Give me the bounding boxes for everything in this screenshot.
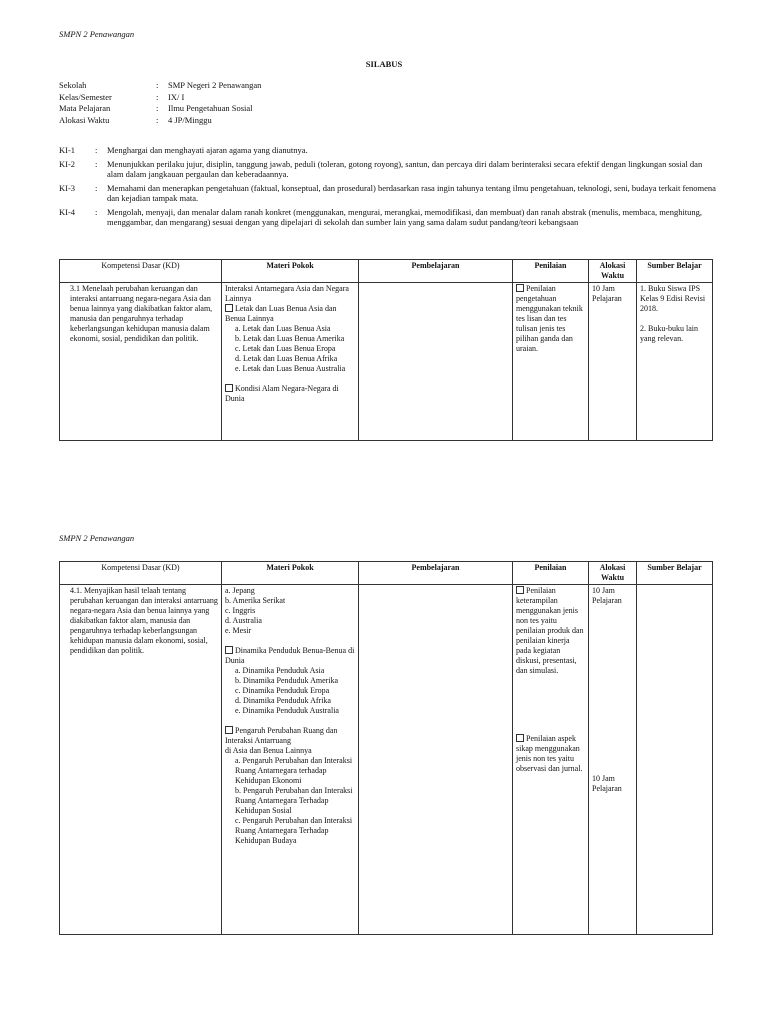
materi-list-item: b. Letak dan Luas Benua Amerika: [235, 334, 345, 343]
materi-list-item: b. Pengaruh Perubahan dan Interaksi Ruang Antarnegara Terhadap Kehidupan Sosial: [235, 786, 353, 815]
sumber-cell: [637, 283, 713, 441]
alokasi-cell: 10 Jam Pelajaran: [589, 283, 637, 441]
info-label: Mata Pelajaran: [59, 103, 111, 113]
materi-cell: [222, 283, 359, 441]
materi-list-item: c. Dinamika Penduduk Eropa: [235, 686, 330, 695]
materi-cell: [222, 585, 359, 935]
kd-text: 4.1. Menyajikan hasil telaah tentang perubahan keruangan dan interaksi antarruang negara-negara Asia dan benua lainnya yang diakibatkan faktor alam, manusia dan pengaruhnya terhadap keberlangsungan kehidupan manusia dalam ekonomi, sosial, pendidikan dan politik.: [70, 586, 218, 655]
sumber-item: 1. Buku Siswa IPS Kelas 9 Edisi Revisi 2018.: [640, 284, 706, 313]
kd-cell: [60, 585, 222, 935]
syllabus-table-1: [59, 259, 713, 441]
ki-text: Menghargai dan menghayati ajaran agama yang dianutnya.: [107, 145, 308, 155]
column-header: Kompetensi Dasar (KD): [60, 260, 222, 283]
materi-list-item: e. Dinamika Penduduk Australia: [235, 706, 339, 715]
checkbox-icon: [225, 646, 233, 654]
column-header: Pembelajaran: [359, 260, 513, 283]
column-header: Alokasi Waktu: [589, 562, 637, 585]
materi-list-item: c. Inggris: [225, 606, 256, 615]
info-row: Alokasi Waktu : 4 JP/Minggu: [59, 114, 212, 125]
alokasi-item: 10 Jam Pelajaran: [592, 774, 622, 793]
column-header: Penilaian: [513, 562, 589, 585]
materi-item: Kondisi Alam Negara-Negara di Dunia: [225, 384, 339, 403]
column-header: Alokasi Waktu: [589, 260, 637, 283]
page-header: SMPN 2 Penawangan: [59, 533, 135, 543]
ki-text: Menunjukkan perilaku jujur, disiplin, tanggung jawab, peduli (toleran, gotong royong), santun, dan percaya diri dalam berinteraksi secara efektif dengan lingkungan sosial dan alam dalam jangkauan pergaulan dan keberadaannya.: [107, 158, 703, 179]
materi-list-item: b. Amerika Serikat: [225, 596, 286, 605]
table-row: [60, 585, 713, 935]
column-header: Sumber Belajar: [637, 562, 713, 585]
identity-block: [59, 80, 261, 126]
penilaian-item: Penilaian aspek sikap menggunakan jenis non tes yaitu observasi dan jurnal.: [516, 734, 583, 773]
ki-text: Mengolah, menyaji, dan menalar dalam ranah konkret (menggunakan, mengurai, merangkai, memodifikasi, dan membuat) dan ranah abstrak (menulis, membaca, menghitung, menggambar, dan mengarang) sesuai dengan yang dipelajari di sekolah dan sumber lain yang sama dalam sudut pandang/teori kebangsaan: [107, 206, 703, 227]
column-header: Materi Pokok: [222, 562, 359, 585]
info-value: 4 JP/Minggu: [168, 114, 212, 125]
column-header: Materi Pokok: [222, 260, 359, 283]
penilaian-cell: Penilaian pengetahuan menggunakan teknik tes lisan dan tes tulisan jenis tes pilihan ganda dan uraian.: [513, 283, 589, 441]
column-header: Penilaian: [513, 260, 589, 283]
pembelajaran-cell: [359, 283, 513, 441]
table-header-row: [60, 562, 713, 585]
checkbox-icon: [516, 734, 524, 742]
materi-item: Letak dan Luas Benua Asia dan Benua Lainnya: [225, 304, 337, 323]
materi-item: Dinamika Penduduk Benua-Benua di Dunia: [225, 646, 355, 665]
ki-label: KI-3: [59, 182, 76, 193]
info-value: Ilmu Pengetahuan Sosial: [168, 103, 253, 113]
materi-list-item: a. Letak dan Luas Benua Asia: [235, 324, 331, 333]
checkbox-icon: [225, 384, 233, 392]
ki-row: KI-4 : Mengolah, menyaji, dan menalar dalam ranah konkret (menggunakan, mengurai, merangkai, memodifikasi, dan membuat) dan ranah abstrak (menulis, membaca, menghitung, menggambar, dan mengarang) sesuai dengan yang dipelajari di sekolah dan sumber lain yang sama dalam sudut pandang/teori kebangsaan: [59, 207, 719, 228]
checkbox-icon: [225, 726, 233, 734]
syllabus-table-2: [59, 561, 713, 935]
ki-row: KI-2 : Menunjukkan perilaku jujur, disiplin, tanggung jawab, peduli (toleran, gotong royong), santun, dan percaya diri dalam berinteraksi secara efektif dengan lingkungan sosial dan alam dalam jangkauan pergaulan dan keberadaannya.: [59, 159, 719, 180]
column-header: Kompetensi Dasar (KD): [60, 562, 222, 585]
checkbox-icon: [516, 284, 524, 292]
materi-list-item: d. Dinamika Penduduk Afrika: [235, 696, 331, 705]
materi-list-item: e. Mesir: [225, 626, 252, 635]
materi-item: Pengaruh Perubahan Ruang dan Interaksi Antarruang: [225, 726, 338, 745]
ki-row: KI-1 : Menghargai dan menghayati ajaran agama yang dianutnya.: [59, 145, 719, 156]
materi-list-item: a. Jepang: [225, 586, 255, 595]
materi-item-continued: di Asia dan Benua Lainnya: [225, 746, 312, 755]
materi-list-item: c. Letak dan Luas Benua Eropa: [235, 344, 336, 353]
info-label: Sekolah: [59, 80, 87, 90]
alokasi-item: 10 Jam Pelajaran: [592, 586, 622, 605]
ki-label: KI-4: [59, 206, 76, 217]
materi-intro: Interaksi Antarnegara Asia dan Negara Lainnya: [225, 284, 349, 303]
ki-label: KI-2: [59, 158, 76, 169]
column-header: Sumber Belajar: [637, 260, 713, 283]
kd-cell: [60, 283, 222, 441]
info-label: Kelas/Semester: [59, 91, 112, 102]
checkbox-icon: [225, 304, 233, 312]
sumber-cell: [637, 585, 713, 935]
materi-list-item: d. Australia: [225, 616, 262, 625]
info-value: SMP Negeri 2 Penawangan: [168, 80, 262, 90]
pembelajaran-cell: [359, 585, 513, 935]
document-title: SILABUS: [365, 59, 403, 69]
materi-list-item: e. Letak dan Luas Benua Australia: [235, 364, 346, 373]
kd-text: 3.1 Menelaah perubahan keruangan dan interaksi antarruang negara-negara Asia dan benua lainnya yang diakibatkan faktor alam, manusia dan pengaruhnya terhadap keberlangsungan kehidupan manusia dalam ekonomi, sosial, pendidikan dan politik.: [70, 284, 213, 343]
materi-list-item: b. Dinamika Penduduk Amerika: [235, 676, 339, 685]
page-header: SMPN 2 Penawangan: [59, 29, 135, 39]
penilaian-item: Penilaian keterampilan menggunakan jenis non tes yaitu penilaian produk dan penilaian kinerja pada kegiatan diskusi, presentasi, dan simulasi.: [516, 586, 584, 675]
checkbox-icon: [516, 586, 524, 594]
info-row: Mata Pelajaran : Ilmu Pengetahuan Sosial: [59, 103, 253, 113]
info-row: Kelas/Semester : IX/ I: [59, 91, 185, 102]
alokasi-cell: [589, 585, 637, 935]
materi-list-item: a. Dinamika Penduduk Asia: [235, 666, 325, 675]
ki-label: KI-1: [59, 145, 76, 155]
penilaian-cell: [513, 585, 589, 935]
table-row: [60, 283, 713, 441]
column-header: Pembelajaran: [359, 562, 513, 585]
core-competencies: [59, 145, 719, 231]
ki-row: KI-3 : Memahami dan menerapkan pengetahuan (faktual, konseptual, dan prosedural) berdasarkan rasa ingin tahunya tentang ilmu pengetahuan, teknologi, seni, budaya terkait fenomena dan kejadian tampak mata.: [59, 183, 719, 204]
info-row: Sekolah : SMP Negeri 2 Penawangan: [59, 80, 262, 90]
ki-text: Memahami dan menerapkan pengetahuan (faktual, konseptual, dan prosedural) berdasarkan rasa ingin tahunya tentang ilmu pengetahuan, teknologi, seni, budaya terkait fenomena dan kejadian tampak mata.: [107, 182, 716, 203]
materi-list-item: a. Pengaruh Perubahan dan Interaksi Ruang Antarnegara terhadap Kehidupan Ekonomi: [235, 756, 353, 785]
materi-list-item: c. Pengaruh Perubahan dan Interaksi Ruang Antarnegara Terhadap Kehidupan Budaya: [235, 816, 353, 845]
table-header-row: [60, 260, 713, 283]
materi-list-item: d. Letak dan Luas Benua Afrika: [235, 354, 338, 363]
info-label: Alokasi Waktu: [59, 114, 110, 125]
info-value: IX/ I: [168, 91, 185, 102]
sumber-item: 2. Buku-buku lain yang relevan.: [640, 324, 698, 343]
